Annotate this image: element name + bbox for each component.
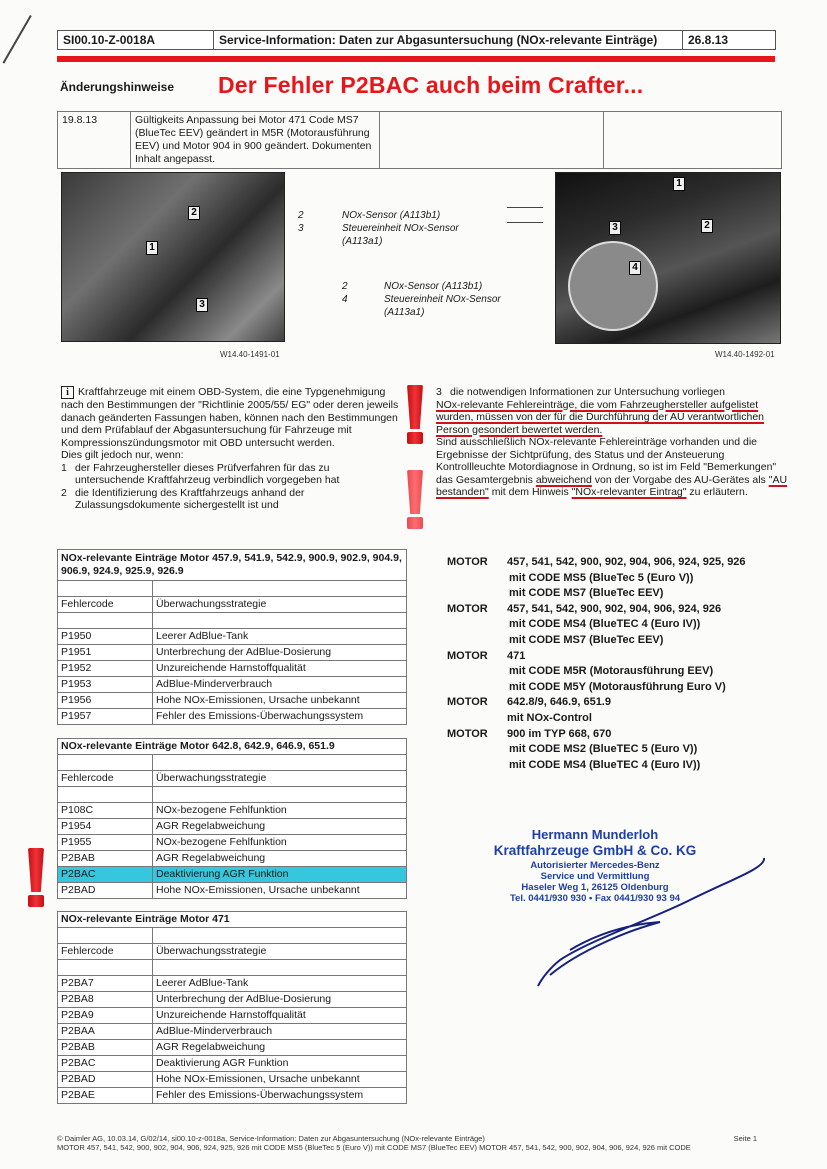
table-row: P1955 NOx-bezogene Fehlfunktion bbox=[58, 835, 407, 851]
doc-title: Service-Information: Daten zur Abgasuntersuchung (NOx-relevante Einträge) bbox=[214, 31, 683, 49]
legend-item: 2 NOx-Sensor (A113b1) bbox=[298, 210, 441, 221]
table-row: P2BAB AGR Regelabweichung bbox=[58, 1040, 407, 1056]
fault-table-motor-642 bbox=[57, 738, 407, 899]
table-row: P1952 Unzureichende Harnstoffqualität bbox=[58, 661, 407, 677]
annotation-headline: Der Fehler P2BAC auch beim Crafter... bbox=[218, 72, 644, 98]
motor-entry: MOTOR 900 im TYP 668, 670 bbox=[447, 727, 612, 740]
table-row bbox=[58, 112, 782, 169]
red-annotation-bar bbox=[57, 56, 775, 62]
table-title: NOx-relevante Einträge Motor 457.9, 541.9, 542.9, 900.9, 902.9, 904.9, 906.9, 924.9, 925.9, 926.9 bbox=[58, 550, 407, 581]
motor-entry: MOTOR 457, 541, 542, 900, 902, 904, 906, 924, 925, 926 bbox=[447, 556, 746, 568]
remarks-paragraph: Sind ausschließlich NOx-relevante Fehlereinträge vorhanden und die Ergebnisse der Sichtprüfung, des Status und der Ansteuerung Kontrollleuchte Motordiagnose in Ordnung, so ist im Feld "Bemerkungen" das Gesamtergebnis abweichend von der Vorgabe des AU-Gerätes als "AU bestanden" mit dem Hinweis "NOx-relevanter Eintrag" zu erläutern. bbox=[436, 436, 788, 498]
change-col4 bbox=[604, 112, 782, 169]
col-header-strategy: Überwachungsstrategie bbox=[153, 771, 407, 787]
marker-1: 1 bbox=[146, 241, 158, 255]
marker-3: 3 bbox=[196, 298, 208, 312]
dealer-stamp: Hermann Munderloh Kraftfahrzeuge GmbH & Co. KG Autorisierter Mercedes-Benz Service und Vermittlung Haseler Weg 1, 26125 Oldenburg Tel. 0441/930 930 • Fax 0441/930 93 94 bbox=[493, 827, 697, 904]
exclamation-warning-icon bbox=[407, 470, 423, 529]
figure-caption-2: W14.40-1492-01 bbox=[715, 350, 775, 359]
table-row: P2BA9 Unzureichende Harnstoffqualität bbox=[58, 1008, 407, 1024]
obd-info-text bbox=[61, 386, 401, 512]
figure-caption-1: W14.40-1491-01 bbox=[220, 350, 280, 359]
list-item: 3 die notwendigen Informationen zur Untersuchung vorliegen bbox=[436, 386, 725, 398]
info-box-icon: i bbox=[61, 386, 74, 399]
col-header-code: Fehlercode bbox=[58, 944, 153, 960]
page-number: Seite 1 bbox=[733, 1134, 757, 1143]
table-title: NOx-relevante Einträge Motor 471 bbox=[58, 912, 407, 928]
change-col3 bbox=[380, 112, 604, 169]
legend-item: 2 NOx-Sensor (A113b1) bbox=[342, 281, 483, 292]
engine-photo-2 bbox=[555, 172, 781, 344]
motor-applicability-list: MOTOR 457, 541, 542, 900, 902, 904, 906, 924, 925, 926 mit CODE MS5 (BlueTec 5 (Euro V)) mit CODE MS7 (BlueTec EEV) MOTOR 457, 541, 542, 900, 902, 904, 906, 924, 926 mit CODE MS4 (BlueTEC 4 (Euro IV)) mit CODE MS7 (BlueTec EEV) MOTOR 471 mit CODE M5R (Motorausführung EEV) mit CODE M5Y (Motorausführung Euro V) MOTOR 642.8/9, 646.9, 651.9 mit NOx-Control MOTOR 900 im TYP 668, 670 mit CODE MS2 (BlueTEC 5 (Euro V)) mit CODE MS4 (BlueTEC 4 (Euro IV)) bbox=[447, 555, 792, 773]
table-row: P2BA7 Leerer AdBlue-Tank bbox=[58, 976, 407, 992]
doc-id: SI00.10-Z-0018A bbox=[58, 31, 214, 49]
motor-entry: MOTOR 457, 541, 542, 900, 902, 904, 906, 924, 926 bbox=[447, 602, 722, 615]
table-row: P2BAD Hohe NOx-Emissionen, Ursache unbekannt bbox=[58, 1072, 407, 1088]
change-notes-table bbox=[57, 111, 782, 169]
table-row: P2BAB AGR Regelabweichung bbox=[58, 851, 407, 867]
marker-2: 2 bbox=[701, 219, 713, 233]
table-row: P1950 Leerer AdBlue-Tank bbox=[58, 629, 407, 645]
info-intro: i Kraftfahrzeuge mit einem OBD-System, die eine Typgenehmigung nach den Bestimmungen der "Richtlinie 2005/55/ EG" oder deren jeweils danach geänderten Fassungen haben, können nach den Bestimmungen und dem Prüfablauf der Abgasuntersuchung für Fahrzeuge mit Kompressionszündungsmotor mit OBD untersucht werden. bbox=[61, 386, 399, 449]
info-condition: Dies gilt jedoch nur, wenn: bbox=[61, 449, 184, 461]
list-item: 2 die Identifizierung des Kraftfahrzeugs anhand der Zulassungsdokumente sichergestellt ist und bbox=[61, 486, 305, 511]
legend-item: 3 Steuereinheit NOx-Sensor (A113a1) bbox=[298, 223, 459, 247]
table-row: P2BA8 Unterbrechung der AdBlue-Dosierung bbox=[58, 992, 407, 1008]
document-header bbox=[57, 30, 776, 50]
footer-copyright: © Daimler AG, 10.03.14, G/02/14, si00.10-z-0018a, Service-Information: Daten zur Abgasuntersuchung (NOx-relevante Einträge) bbox=[57, 1134, 485, 1143]
table-row: P1957 Fehler des Emissions-Überwachungssystem bbox=[58, 709, 407, 725]
table-row: P2BAA AdBlue-Minderverbrauch bbox=[58, 1024, 407, 1040]
table-title: NOx-relevante Einträge Motor 642.8, 642.9, 646.9, 651.9 bbox=[58, 739, 407, 755]
figure-legend-1 bbox=[298, 209, 488, 248]
col-header-strategy: Überwachungsstrategie bbox=[153, 597, 407, 613]
table-row: P1953 AdBlue-Minderverbrauch bbox=[58, 677, 407, 693]
fault-table-motor-471 bbox=[57, 911, 407, 1104]
marker-1: 1 bbox=[673, 177, 685, 191]
change-notes-label: Änderungshinweise bbox=[60, 80, 175, 94]
table-row: P1951 Unterbrechung der AdBlue-Dosierung bbox=[58, 645, 407, 661]
divider-line bbox=[507, 222, 543, 223]
col-header-code: Fehlercode bbox=[58, 771, 153, 787]
legend-item: 4 Steuereinheit NOx-Sensor (A113a1) bbox=[342, 294, 501, 318]
table-row-highlighted-p2bac: P2BAC Deaktivierung AGR Funktion bbox=[58, 867, 407, 883]
marker-2: 2 bbox=[188, 206, 200, 220]
figure-legend-2 bbox=[342, 280, 532, 319]
marker-3: 3 bbox=[609, 221, 621, 235]
engine-photo-1 bbox=[61, 172, 285, 342]
divider-line bbox=[507, 207, 543, 208]
marker-4: 4 bbox=[629, 261, 641, 275]
detail-magnifier-circle bbox=[568, 241, 658, 331]
table-row: P1954 AGR Regelabweichung bbox=[58, 819, 407, 835]
pen-stroke-mark bbox=[3, 15, 32, 64]
exclamation-warning-icon bbox=[28, 848, 44, 907]
footer-motor-line: MOTOR 457, 541, 542, 900, 902, 904, 906, 924, 925, 926 mit CODE MS5 (BlueTec 5 (Euro V)) mit CODE MS7 (BlueTec EEV) MOTOR 457, 541, 542, 900, 902, 904, 906, 924, 926 mit CODE bbox=[57, 1143, 691, 1152]
col-header-code: Fehlercode bbox=[58, 597, 153, 613]
motor-entry: MOTOR 642.8/9, 646.9, 651.9 bbox=[447, 696, 611, 709]
change-text: Gültigkeits Anpassung bei Motor 471 Code MS7 (BlueTec EEV) geändert in M5R (Motorausführung EEV) und Motor 904 in 900 geändert. Dokumenten Inhalt angepasst. bbox=[131, 112, 380, 169]
list-item: 1 der Fahrzeughersteller dieses Prüfverfahren für das zu untersuchende Kraftfahrzeug verbindlich vorgegeben hat bbox=[61, 461, 340, 486]
change-date: 19.8.13 bbox=[58, 112, 131, 169]
nox-evaluation-text bbox=[436, 386, 791, 499]
table-row: P2BAC Deaktivierung AGR Funktion bbox=[58, 1056, 407, 1072]
table-row: P1956 Hohe NOx-Emissionen, Ursache unbekannt bbox=[58, 693, 407, 709]
table-row: P2BAD Hohe NOx-Emissionen, Ursache unbekannt bbox=[58, 883, 407, 899]
motor-entry: MOTOR 471 bbox=[447, 649, 526, 662]
exclamation-warning-icon bbox=[407, 385, 423, 444]
page-footer bbox=[57, 1134, 757, 1152]
table-row: P2BAE Fehler des Emissions-Überwachungssystem bbox=[58, 1088, 407, 1104]
table-row: P108C NOx-bezogene Fehlfunktion bbox=[58, 803, 407, 819]
col-header-strategy: Überwachungsstrategie bbox=[153, 944, 407, 960]
underlined-nox-statement: NOx-relevante Fehlereinträge, die vom Fahrzeughersteller aufgelistet wurden, müssen von der für die Durchführung der AU verantwortlichen Person gesondert bewertet werden. bbox=[436, 398, 765, 436]
signature bbox=[530, 850, 780, 990]
fault-table-motor-457 bbox=[57, 549, 407, 725]
doc-date: 26.8.13 bbox=[688, 33, 729, 47]
